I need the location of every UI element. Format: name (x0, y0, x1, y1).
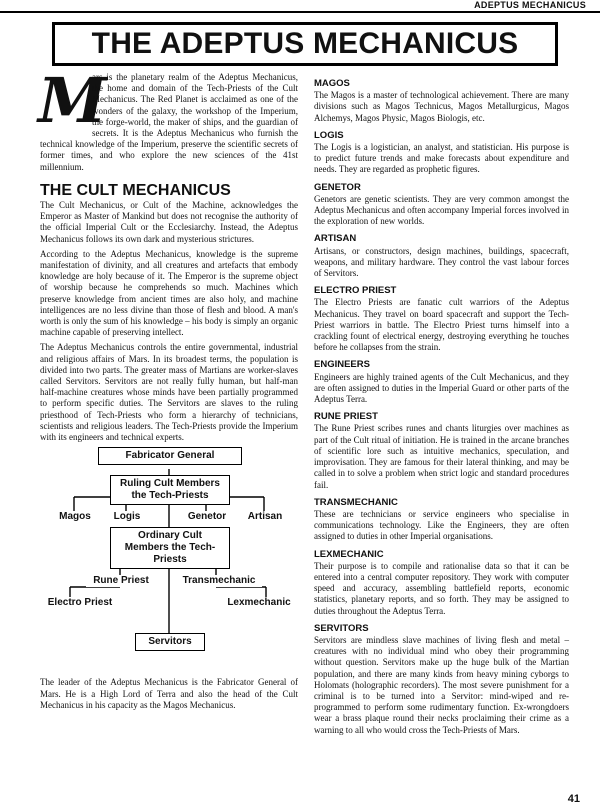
entry-text-engineers: Engineers are highly trained agents of the Cult Mechanicus, and they are often assigned to duties in the Imperial Guard or other parts of the Adeptus Terra. (314, 371, 569, 405)
running-header: ADEPTUS MECHANICUS (474, 0, 586, 10)
page-title: THE ADEPTUS MECHANICUS (91, 27, 519, 60)
entry-title-servitors: SERVITORS (314, 622, 369, 634)
node-genetor: Genetor (180, 511, 234, 523)
node-magos: Magos (54, 511, 96, 523)
left-column (38, 64, 298, 715)
node-ordinary-cult: Ordinary Cult Members the Tech-Priests (110, 527, 230, 569)
entry-text-lexmechanic: Their purpose is to compile and rationalise data so that it can be entered into a central computer repository. They work with computer speed and accuracy, assembling battlefield reports, economic statistics, planetary reports, and so forth. They may be assigned to duties throughout the Adeptus Terra. (314, 560, 569, 616)
entry-title-electro-priest: ELECTRO PRIEST (314, 285, 397, 297)
entry-text-rune-priest: The Rune Priest scribes runes and chants liturgies over machines as part of the Cult ritual of initiation. He is trained in the arcane branches of scientific lore such as intuitive mechanics, speculation, and improvisation. They are famous for their lateral thinking, and may be called in to solve a problem when strict logic and standard procedures fail. (314, 423, 569, 490)
node-logis: Logis (110, 511, 144, 523)
entry-text-servitors: Servitors are mindless slave machines of living flesh and metal – creatures with no individual mind who obey their programming without question. Servitors make up the huge bulk of the Martian population, and there are many kinds from heavy mining cyborgs to Holomats (holographic recorders). The most severe punishment for a criminal is to be turned into a Servitor: mind-wiped and re-programmed to perform some rudimentary function. Ex-wrongdoers wear a brass plaque round their necks proclaiming their crime as a warning to all who would cross the Tech-Priests of Mars. (314, 634, 569, 735)
entry-title-rune-priest: RUNE PRIEST (314, 411, 378, 423)
entry-title-transmechanic: TRANSMECHANIC (314, 496, 398, 508)
entry-title-artisan: ARTISAN (314, 233, 357, 245)
cult-paragraph-3: The Adeptus Mechanicus controls the entire governmental, industrial and religious affairs of Mars. In its broadest terms, the population is divided into two parts. The greater mass of Martians are worker-slaves called Servitors. Servitors are not really fully human, but half-man half-machine creatures whose minds have been partially programmed to perform specific duties. The Servitors are slaves to the ruling priesthood of Tech-Priests who form a hierarchy of technicians, scientists and religious leaders. The Tech-Priests provide the Imperium with its engineers and technical experts. (40, 342, 298, 443)
entry-title-lexmechanic: LEXMECHANIC (314, 548, 384, 560)
entry-text-magos: The Magos is a master of technological achievement. There are many divisions such as Magos Technicus, Magos Metallurgicus, Magos Alchemys, Magos Physic, Magos Biologis, etc. (314, 90, 569, 123)
section-heading: THE CULT MECHANICUS (40, 181, 231, 199)
entry-title-engineers: ENGINEERS (314, 359, 370, 371)
node-ruling-cult: Ruling Cult Members the Tech-Priests (110, 475, 230, 505)
intro-text: ars is the planetary realm of the Adeptus Mechanicus, the home and domain of the Tech-Priests of the Cult Mechanicus. The Red Planet is acclaimed as one of the wonders of the galaxy, the workshop of the Imperium, the forge-world, the maker of ships, and the guardian of secrets. It is the Adeptus Mechanicus who furnish the technical knowledge of the Imperium, preserve the scientific secrets of former times, and who explore the new sciences of the 41st millennium. (40, 72, 298, 172)
entry-title-logis: LOGIS (314, 129, 344, 141)
node-lexmechanic: Lexmechanic (220, 597, 298, 609)
node-fabricator-general: Fabricator General (98, 447, 242, 465)
node-artisan: Artisan (240, 511, 290, 523)
node-rune-priest: Rune Priest (86, 575, 156, 587)
entry-text-logis: The Logis is a logistician, an analyst, and statistician. His purpose is to predict future trends and make forecasts about expenditure and needs. They are regarded as prophetic figures. (314, 142, 569, 175)
entry-text-electro-priest: The Electro Priests are fanatic cult warriors of the Adeptus Mechanicus. They travel on board spacecraft and support the Tech-Priest warriors in battle. The Electro Priest turns himself into a crackling fount of electrical energy, destroying everything he touches before he collapses from the strain. (314, 297, 569, 353)
hierarchy-diagram (40, 447, 298, 671)
entry-text-artisan: Artisans, or constructors, design machines, buildings, spacecraft, weapons, and military hardware. They control the vast labour forces of Servitors. (314, 245, 569, 279)
right-column (314, 72, 569, 738)
entry-title-magos: MAGOS (314, 78, 350, 89)
entry-text-transmechanic: These are technicians or service engineers who specialise in communications technology. Like the Engineers, they are often assigned to duties in other Imperial organisations. (314, 508, 569, 542)
entry-text-genetor: Genetors are genetic scientists. They are very common amongst the Adeptus Mechanicus and often accompany Imperial forces involved in the exploration of new worlds. (314, 193, 569, 227)
cult-paragraph-2: According to the Adeptus Mechanicus, knowledge is the supreme manifestation of divinity, and all creatures and artefacts that embody knowledge are holy because of it. The Emperor is the supreme object of worship because he comprehends so much. Machines which preserve knowledge from ancient times are also holy, and machine intelligences are no less divine than those of flesh and blood. A man's worth is only the sum of his knowledge – his body is simply an organic machine capable of preserving intellect. (40, 248, 298, 338)
node-servitors: Servitors (135, 633, 205, 651)
entry-title-genetor: GENETOR (314, 181, 361, 193)
cult-paragraph-1: The Cult Mechanicus, or Cult of the Machine, acknowledges the Emperor as Master of Mankind but does not recognise the authority of the official Imperial Cult or the Ecclesiarchy. Instead, the Adeptus Mechanicus follows its own dark and mysterious strictures. (40, 200, 298, 244)
title-box (52, 22, 558, 66)
node-transmechanic: Transmechanic (176, 575, 262, 587)
closing-paragraph: The leader of the Adeptus Mechanicus is the Fabricator General of Mars. He is a High Lord of Terra and also the head of the Cult Mechanicus in his capacity as the Magos Mechanicus. (40, 677, 298, 710)
drop-cap: M (38, 64, 107, 137)
intro-paragraph (38, 64, 298, 173)
page-number: 41 (567, 793, 580, 805)
node-electro-priest: Electro Priest (40, 597, 120, 609)
